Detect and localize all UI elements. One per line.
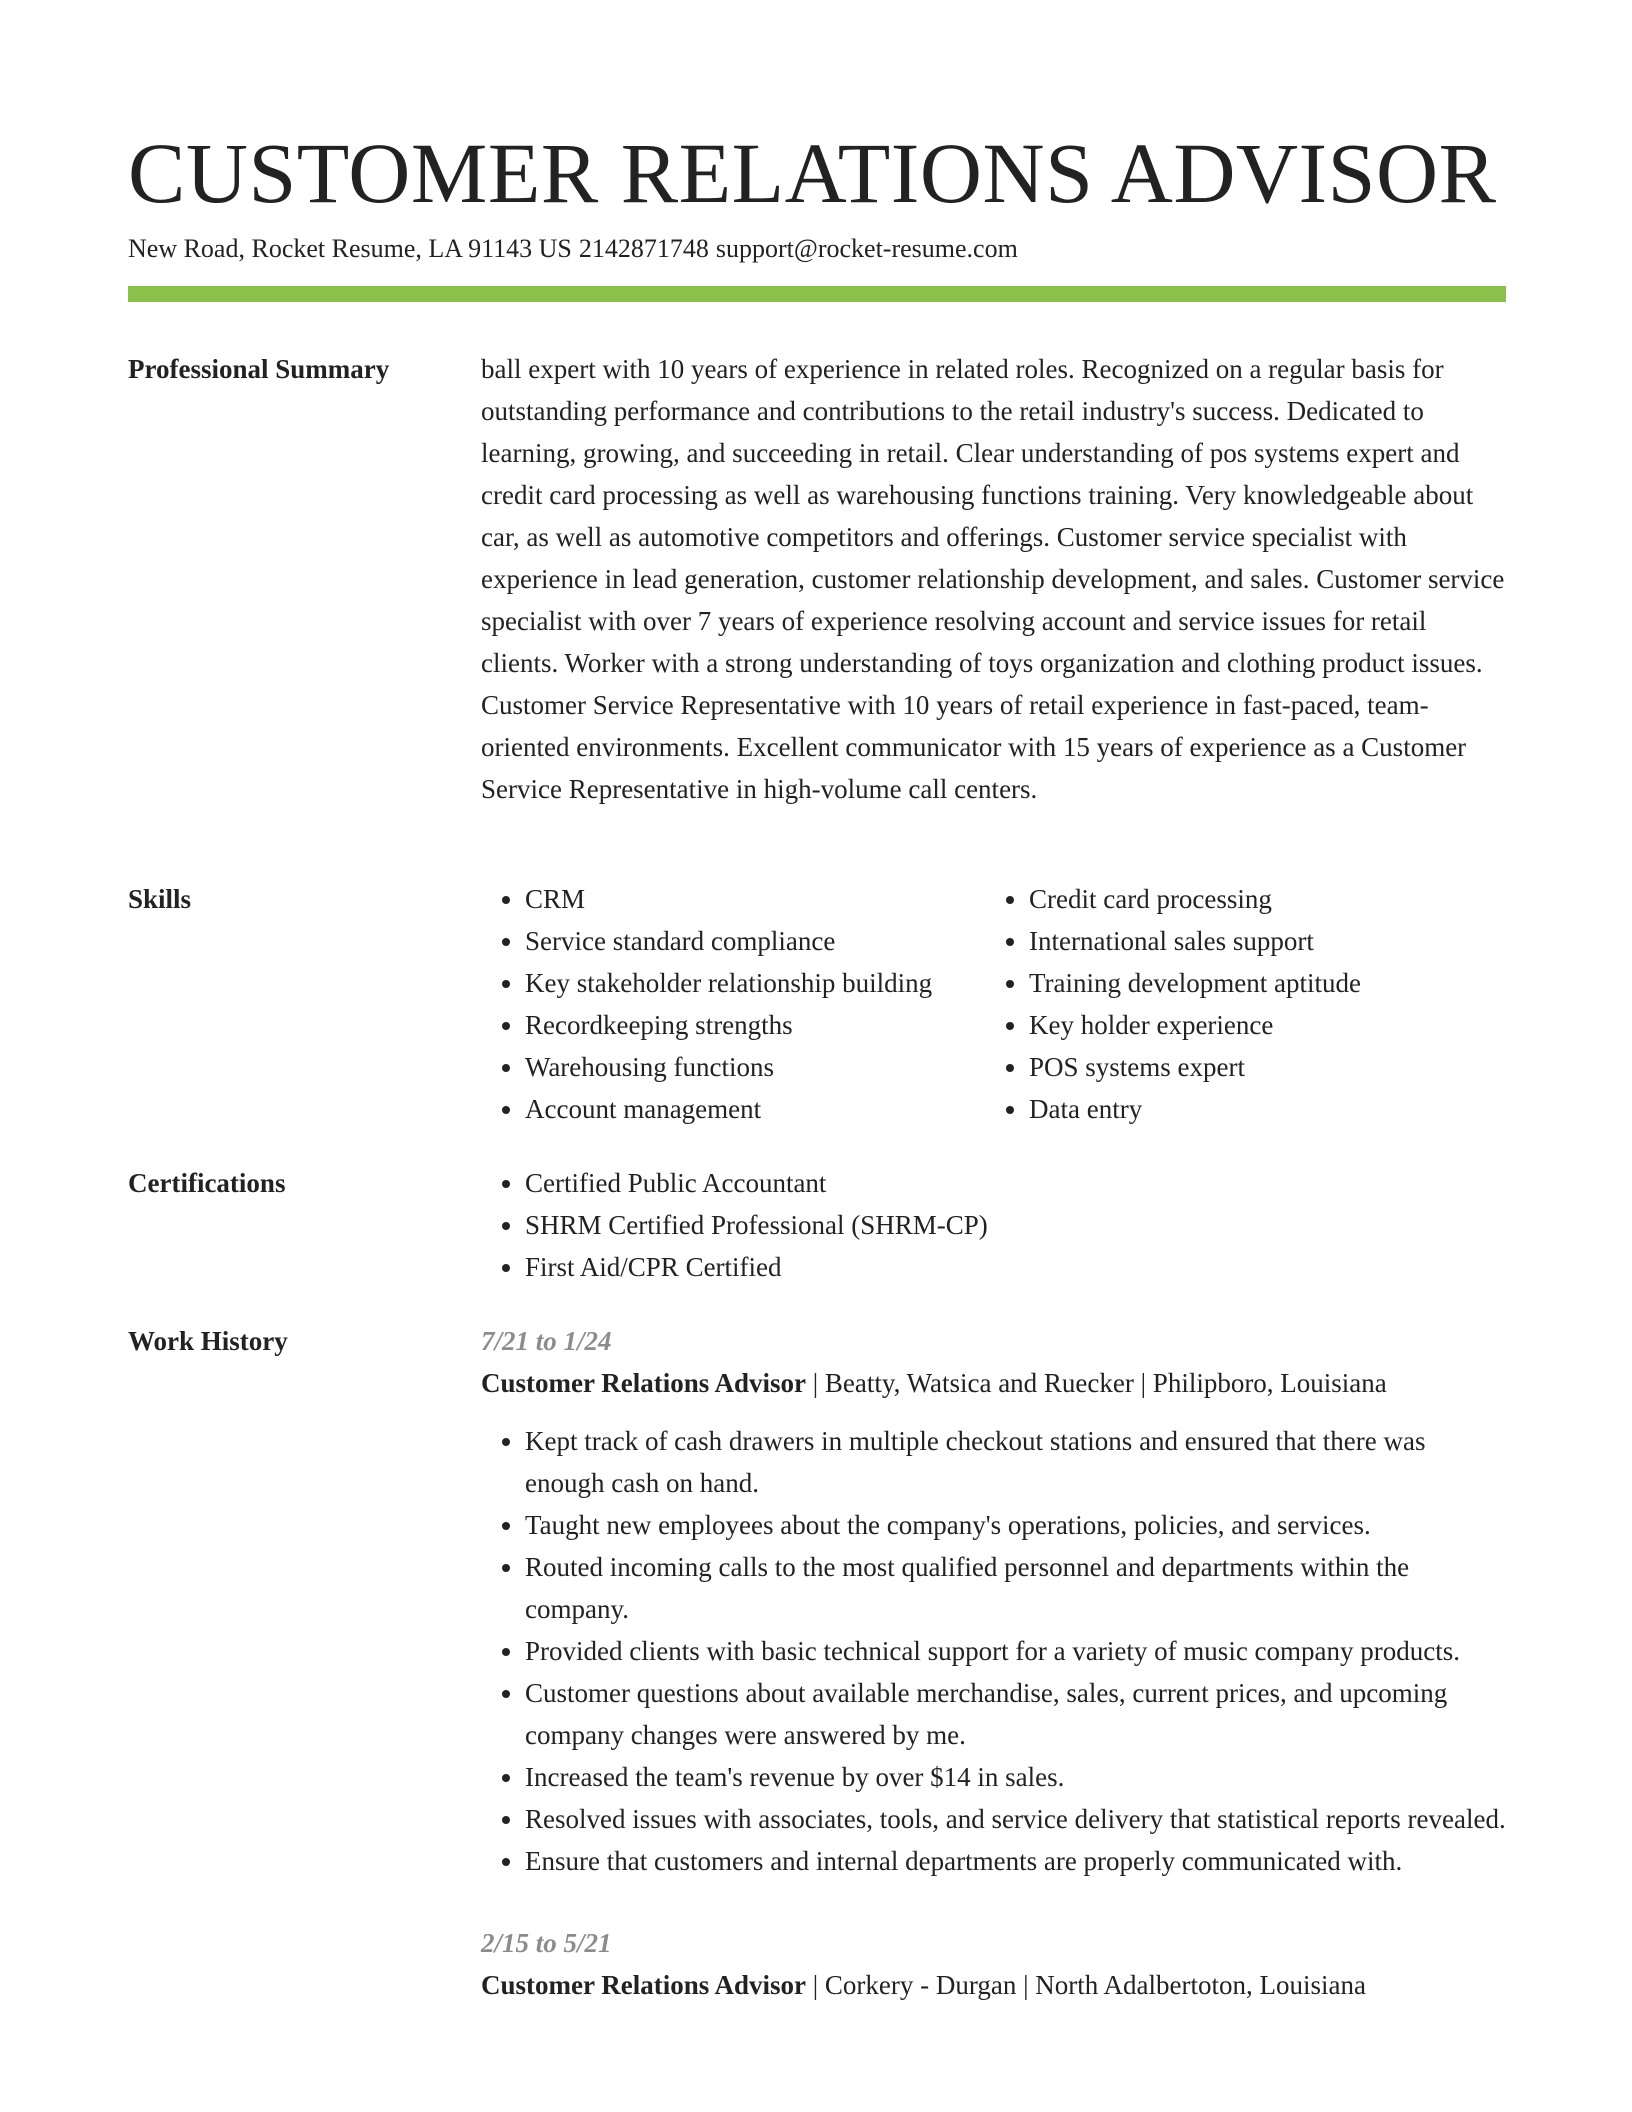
skill-item: • Key stakeholder relationship building [525, 962, 985, 1004]
skill-item: • Training development aptitude [1029, 962, 1506, 1004]
job-separator: | [1023, 1970, 1029, 2000]
work-history-body [481, 1320, 1506, 2006]
skill-item: • Key holder experience [1029, 1004, 1506, 1046]
header-divider [128, 286, 1506, 302]
skill-item: • Account management [525, 1088, 985, 1130]
skills-heading: Skills [128, 884, 192, 914]
certifications-heading: Certifications [128, 1168, 286, 1198]
skill-item: • Warehousing functions [525, 1046, 985, 1088]
job-entry [481, 1922, 1506, 2006]
summary-body [481, 348, 1506, 810]
skills-column-right [985, 878, 1506, 1130]
certification-item: • Certified Public Accountant [525, 1162, 1506, 1204]
summary-text: ball expert with 10 years of experience in related roles. Recognized on a regular basis for outstanding performance and contributions to the retail industry's success. Dedicated to learning, growing, and succeeding in retail. Clear understanding of pos systems expert and credit card processing as well as warehousing functions training. Very knowledgeable about car, as well as automotive competitors and offerings. Customer service specialist with experience in lead generation, customer relationship development, and sales. Customer service specialist with over 7 years of experience resolving account and service issues for retail clients. Worker with a strong understanding of toys organization and clothing product issues. Customer Service Representative with 10 years of retail experience in fast-paced, team-oriented environments. Excellent communicator with 15 years of experience as a Customer Service Representative in high-volume call centers. [481, 354, 1505, 804]
job-separator: | [1140, 1368, 1147, 1398]
certification-item: • First Aid/CPR Certified [525, 1246, 1506, 1288]
job-bullet: • Resolved issues with associates, tools, and service delivery that statistical reports revealed. [525, 1798, 1506, 1840]
skill-item: • CRM [525, 878, 985, 920]
job-dates: 2/15 to 5/21 [481, 1928, 612, 1958]
skills-body [481, 878, 1506, 1130]
job-separator: | [812, 1368, 819, 1398]
job-bullet: • Routed incoming calls to the most qualified personnel and departments within the company. [525, 1546, 1506, 1630]
skills-column-left [481, 878, 985, 1130]
skill-item: • Data entry [1029, 1088, 1506, 1130]
job-title: Customer Relations Advisor [481, 1368, 807, 1398]
resume-name: CUSTOMER RELATIONS ADVISOR [128, 125, 1497, 221]
certifications-body [481, 1162, 1506, 1288]
job-separator: | [812, 1970, 819, 2000]
contact-email: support@rocket-resume.com [715, 234, 1018, 263]
skill-item: • POS systems expert [1029, 1046, 1506, 1088]
skill-item: • International sales support [1029, 920, 1506, 962]
job-bullet: • Provided clients with basic technical support for a variety of music company products. [525, 1630, 1506, 1672]
job-company: Beatty, Watsica and Ruecker [824, 1368, 1134, 1398]
contact-phone: 2142871748 [578, 234, 709, 263]
job-bullet: • Taught new employees about the company's operations, policies, and services. [525, 1504, 1506, 1546]
certifications-list [481, 1162, 1506, 1288]
skill-item: • Service standard compliance [525, 920, 985, 962]
skill-item: • Recordkeeping strengths [525, 1004, 985, 1046]
job-bullet: • Increased the team's revenue by over $14 in sales. [525, 1756, 1506, 1798]
skill-item: • Credit card processing [1029, 878, 1506, 920]
job-location: Philipboro, Louisiana [1152, 1368, 1387, 1398]
job-heading [481, 1362, 1506, 1404]
job-bullet: • Ensure that customers and internal departments are properly communicated with. [525, 1840, 1506, 1882]
job-entry [481, 1320, 1506, 1882]
job-title: Customer Relations Advisor [481, 1970, 807, 2000]
summary-heading: Professional Summary [128, 354, 390, 384]
job-bullet: • Kept track of cash drawers in multiple checkout stations and ensured that there was enough cash on hand. [525, 1420, 1506, 1504]
certification-item: • SHRM Certified Professional (SHRM-CP) [525, 1204, 1506, 1246]
job-dates: 7/21 to 1/24 [481, 1326, 612, 1356]
job-bullet: • Customer questions about available merchandise, sales, current prices, and upcoming company changes were answered by me. [525, 1672, 1506, 1756]
job-location: North Adalbertoton, Louisiana [1035, 1970, 1366, 2000]
contact-address: New Road, Rocket Resume, LA 91143 US [128, 234, 572, 263]
work-history-heading: Work History [128, 1326, 288, 1356]
job-heading [481, 1964, 1506, 2006]
contact-line [128, 232, 1018, 266]
job-company: Corkery - Durgan [824, 1970, 1017, 2000]
job-bullet-list [481, 1420, 1506, 1882]
